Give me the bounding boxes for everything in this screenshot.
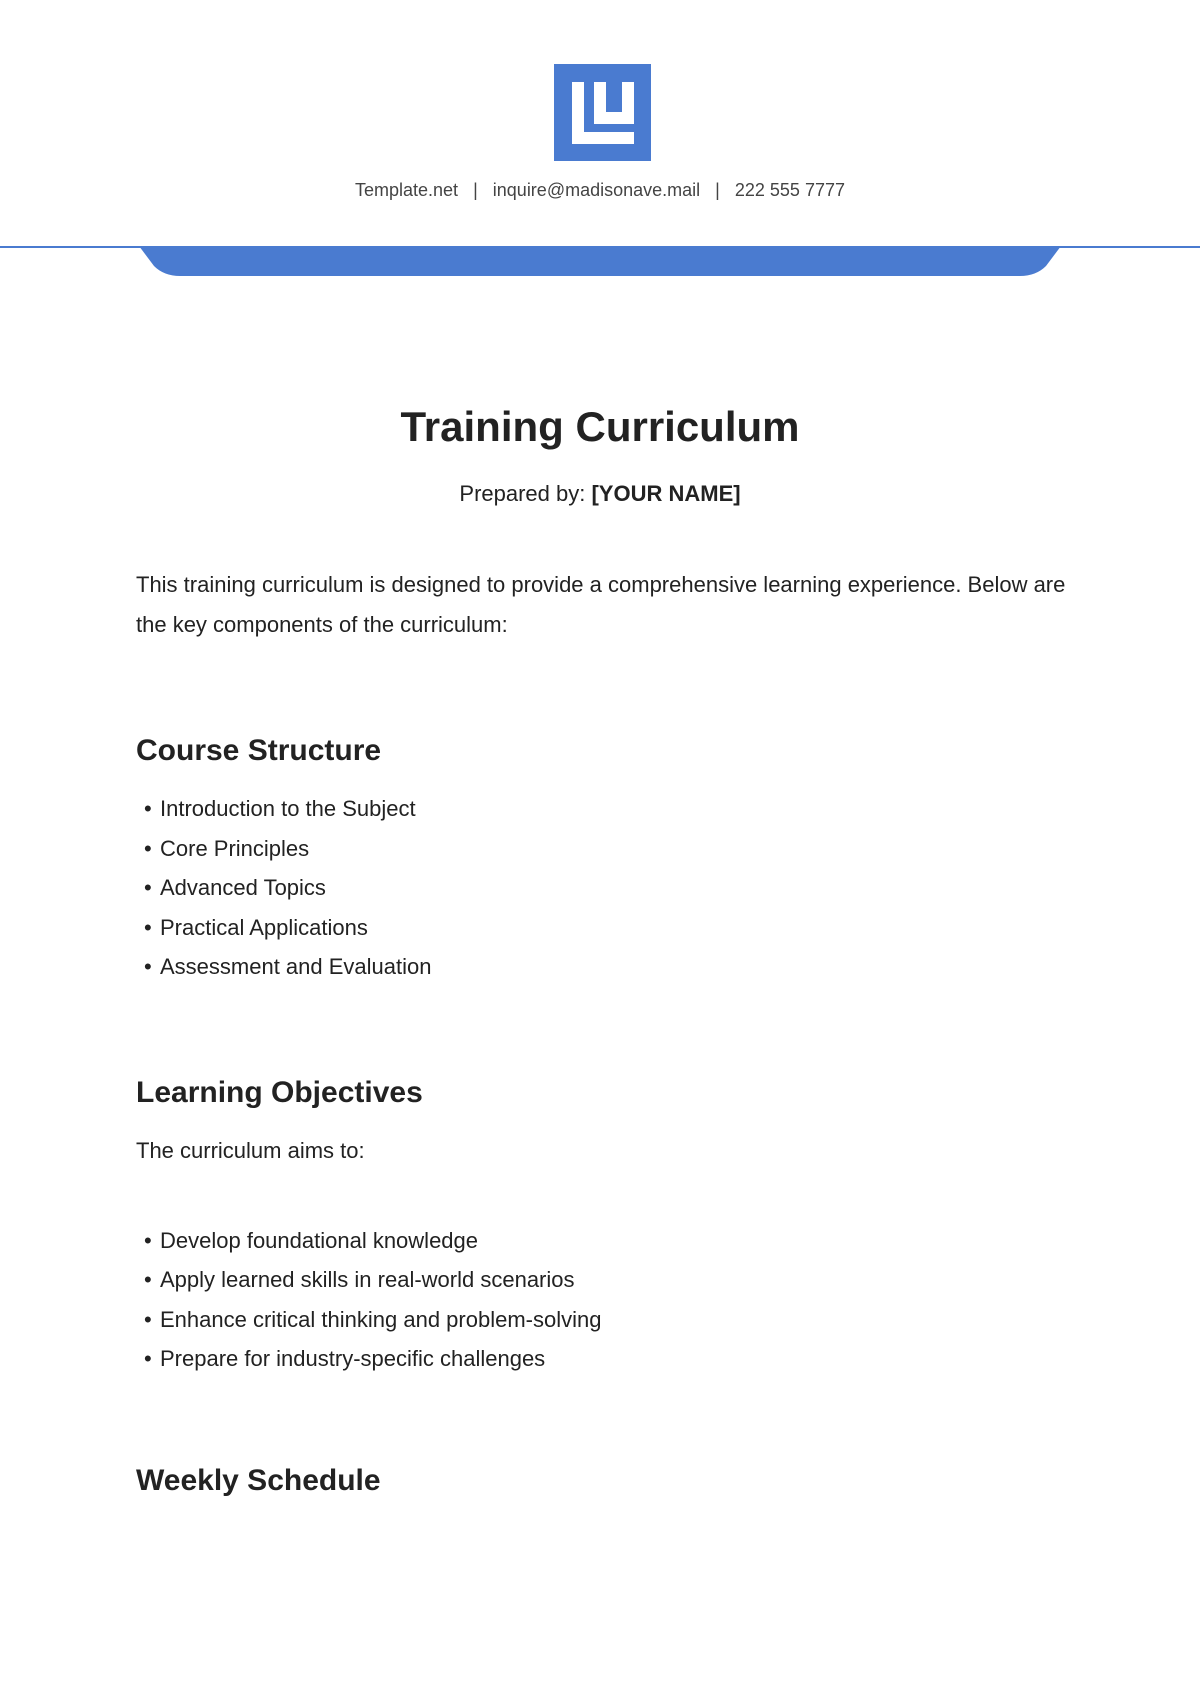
contact-email: inquire@madisonave.mail	[492, 180, 701, 200]
list-item	[136, 1260, 1066, 1300]
list-item	[136, 1339, 1066, 1379]
learning-objectives-list	[136, 1221, 1066, 1379]
bullet-icon: •	[144, 796, 152, 821]
section-heading: Learning Objectives	[136, 1075, 423, 1109]
contact-phone: 222 555 7777	[734, 180, 845, 200]
contact-separator: |	[473, 180, 478, 200]
prepared-by-label: Prepared by:	[459, 481, 586, 506]
list-item	[136, 1221, 1066, 1261]
section-heading: Course Structure	[136, 734, 382, 767]
bullet-icon: •	[144, 835, 152, 861]
intro-paragraph: This training curriculum is designed to provide a comprehensive learning experience. Below are the key components of the curriculum:	[136, 572, 1066, 637]
list-item	[136, 868, 1066, 908]
bullet-icon: •	[144, 1346, 152, 1371]
template-logo-icon	[554, 64, 651, 161]
list-item-text: Practical Applications	[160, 914, 368, 940]
list-item-text: Prepare for industry-specific challenges	[160, 1346, 546, 1371]
section-heading: Weekly Schedule	[136, 1463, 381, 1497]
list-item-text: Advanced Topics	[160, 875, 326, 900]
page-title: Training Curriculum	[400, 403, 800, 450]
list-item	[136, 829, 1066, 869]
list-item-text: Develop foundational knowledge	[160, 1227, 479, 1253]
bullet-icon: •	[144, 875, 152, 900]
header-divider-band	[0, 246, 1200, 278]
section-course-structure	[136, 731, 1066, 987]
section-weekly-schedule	[136, 1461, 1066, 1501]
bullet-icon: •	[144, 1267, 152, 1292]
list-item-text: Introduction to the Subject	[160, 796, 416, 821]
contact-separator: |	[715, 180, 720, 200]
bullet-icon: •	[144, 914, 152, 940]
list-item	[136, 908, 1066, 948]
list-item-text: Apply learned skills in real-world scenarios	[160, 1267, 575, 1292]
course-structure-list	[136, 789, 1066, 987]
contact-line	[0, 176, 1200, 204]
list-item-text: Core Principles	[160, 835, 310, 861]
prepared-by-name: [YOUR NAME]	[591, 481, 741, 506]
list-item	[136, 789, 1066, 829]
list-item-text: Enhance critical thinking and problem-solving	[160, 1306, 602, 1332]
contact-website: Template.net	[355, 180, 459, 200]
bullet-icon: •	[144, 1227, 152, 1253]
objectives-lead: The curriculum aims to:	[136, 1137, 365, 1163]
list-item-text: Assessment and Evaluation	[160, 954, 432, 979]
section-learning-objectives	[136, 1073, 1066, 1379]
list-item	[136, 947, 1066, 987]
bullet-icon: •	[144, 1306, 152, 1332]
prepared-by	[0, 479, 1200, 509]
list-item	[136, 1300, 1066, 1340]
document-body	[136, 565, 1066, 1501]
bullet-icon: •	[144, 954, 152, 979]
